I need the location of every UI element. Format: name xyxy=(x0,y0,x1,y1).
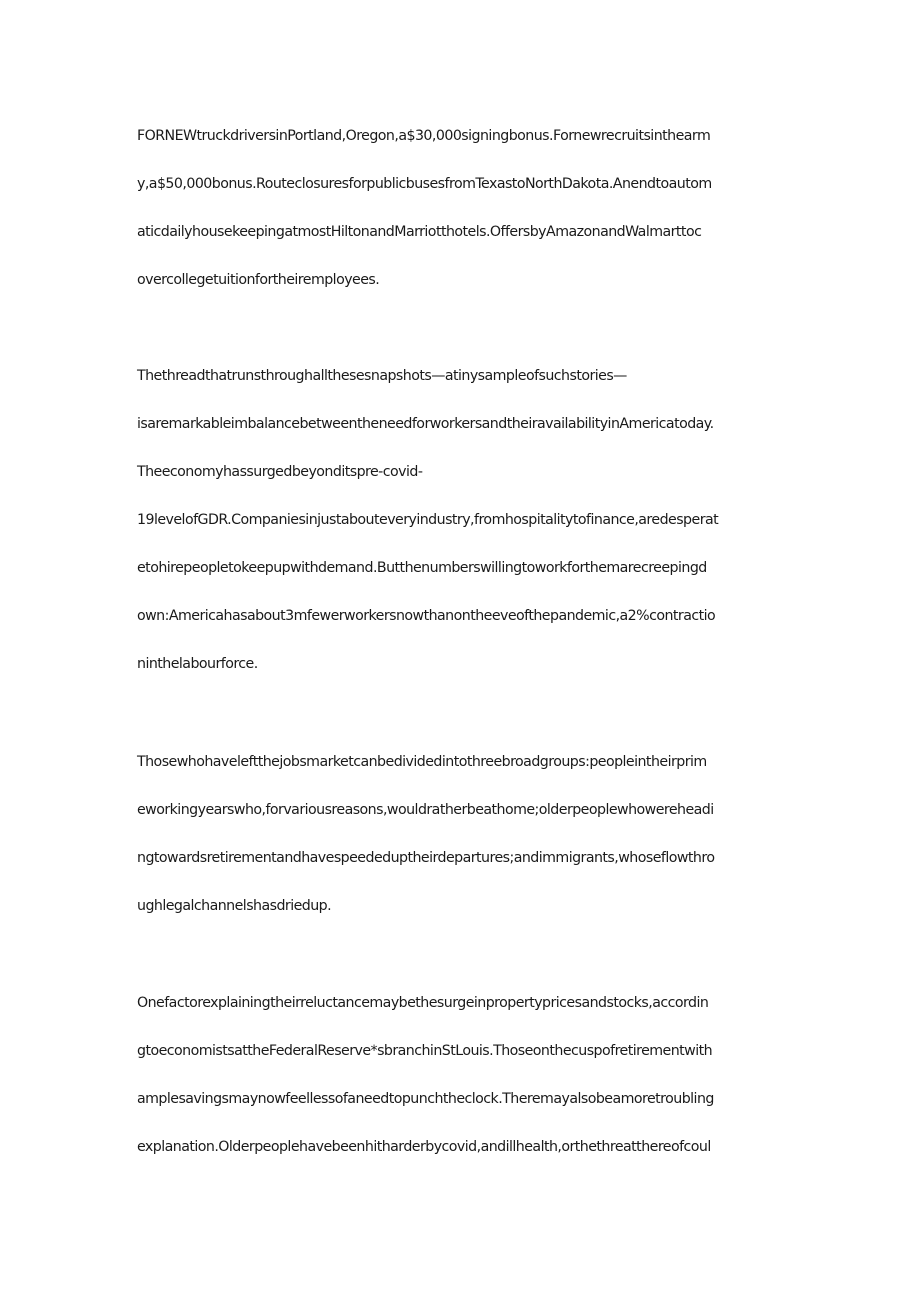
text-line: Thosewhohaveleftthejobsmarketcanbedividedintothreebroadgroups:peopleintheirprim xyxy=(137,754,707,770)
text-line: own:Americahasabout3mfewerworkersnowthanontheeveofthepandemic,a2%contractio xyxy=(137,608,716,624)
text-line: Onefactorexplainingtheirreluctancemaybethesurgeinpropertypricesandstocks,accordin xyxy=(137,995,709,1011)
text-line: isaremarkableimbalancebetweentheneedforworkersandtheiravailabilityinAmericatoday. xyxy=(137,416,714,432)
text-line: ngtowardsretirementandhavespeededuptheirdepartures;andimmigrants,whoseflowthro xyxy=(137,850,715,866)
text-line: Theeconomyhassurgedbeyonditspre-covid- xyxy=(137,464,423,480)
text-line: Thethreadthatrunsthroughallthesesnapshots—atinysampleofsuchstories— xyxy=(137,368,627,384)
text-line: FORNEWtruckdriversinPortland,Oregon,a$30,000signingbonus.Fornewrecruitsinthearm xyxy=(137,128,711,144)
text-line: aticdailyhousekeepingatmostHiltonandMarriotthotels.OffersbyAmazonandWalmarttoc xyxy=(137,224,702,240)
text-line: explanation.Olderpeoplehavebeenhitharderbycovid,andillhealth,orthethreatthereofcoul xyxy=(137,1139,711,1155)
text-line: amplesavingsmaynowfeellessofaneedtopunchtheclock.Theremayalsobeamoretroubling xyxy=(137,1091,714,1107)
text-line: ninthelabourforce. xyxy=(137,656,258,672)
text-line: ughlegalchannelshasdriedup. xyxy=(137,898,332,914)
text-line: gtoeconomistsattheFederalReserve*sbranchinStLouis.Thoseonthecuspofretirementwith xyxy=(137,1043,713,1059)
text-line: etohirepeopletokeepupwithdemand.Butthenumberswillingtoworkforthemarecreepingd xyxy=(137,560,707,576)
text-line: y,a$50,000bonus.RouteclosuresforpublicbusesfromTexastoNorthDakota.Anendtoautom xyxy=(137,176,712,192)
text-line: 19levelofGDR.Companiesinjustabouteveryindustry,fromhospitalitytofinance,aredesperat xyxy=(137,512,719,528)
text-line: eworkingyearswho,forvariousreasons,wouldratherbeathome;olderpeoplewhowereheadi xyxy=(137,802,714,818)
text-line: overcollegetuitionfortheiremployees. xyxy=(137,272,380,288)
